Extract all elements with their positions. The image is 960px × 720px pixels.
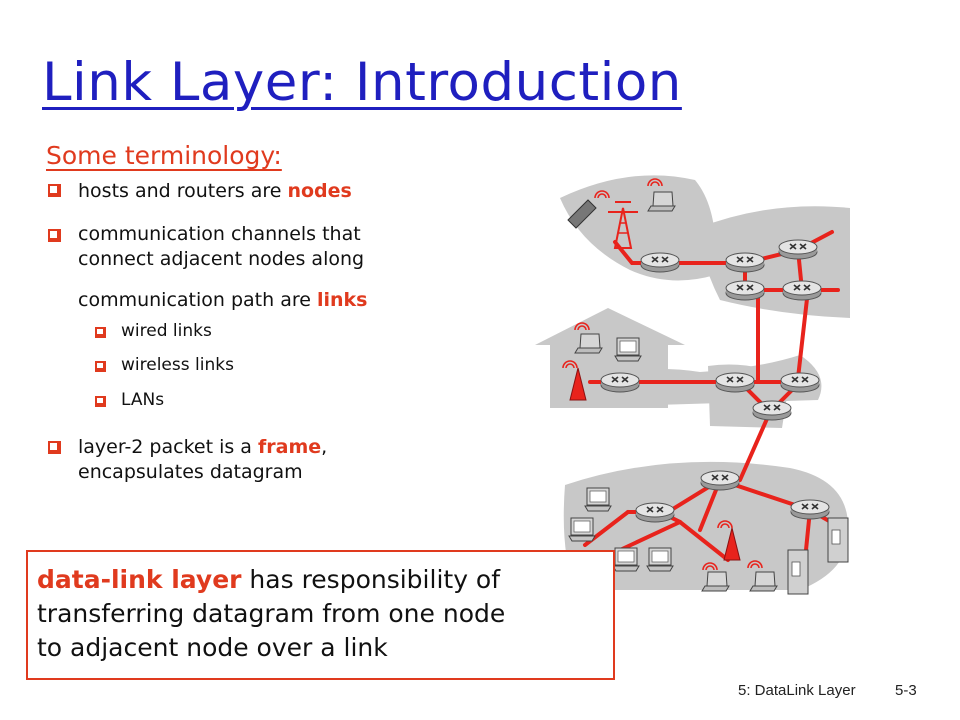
callout-line-3: to adjacent node over a link (37, 633, 388, 662)
term-frame: frame (258, 436, 322, 458)
slide-subtitle: Some terminology: (46, 141, 282, 170)
bullet-marker-icon (48, 229, 61, 242)
bullet-2-line-1: communication channels that (78, 223, 361, 245)
bullet-marker-icon (48, 184, 61, 197)
callout-line-1 (37, 563, 613, 597)
bullet-2-line-3-pre: communication path are (78, 289, 317, 311)
bullet-3-line-2: encapsulates datagram (78, 461, 303, 483)
slide-title: Link Layer: Introduction (42, 52, 682, 113)
bullet-1-pre: hosts and routers are (78, 180, 288, 202)
sub-bullet-3-text: LANs (121, 390, 165, 410)
footer-page-number: 5-3 (895, 682, 917, 699)
sub-bullet-marker-icon (95, 327, 106, 338)
bullet-1-text (78, 179, 352, 204)
home-network-icon (535, 308, 685, 408)
footer-chapter: 5: DataLink Layer (738, 682, 856, 699)
term-links: links (316, 289, 368, 311)
term-nodes: nodes (287, 180, 352, 202)
callout-line-2: transferring datagram from one node (37, 599, 506, 628)
sub-bullet-2-text: wireless links (121, 355, 234, 375)
sub-bullet-marker-icon (95, 396, 106, 407)
bullet-3-line-1 (78, 435, 327, 460)
bullet-marker-icon (48, 441, 61, 454)
network-diagram (520, 150, 860, 610)
sub-bullet-1-text: wired links (121, 321, 212, 341)
definition-callout (26, 550, 615, 680)
callout-line-1-rest: has responsibility of (241, 565, 501, 594)
bullet-2-line-2: connect adjacent nodes along (78, 248, 365, 270)
bullet-3-pre: layer-2 packet is a (78, 436, 258, 458)
bullet-2-line-3 (78, 288, 367, 313)
bullet-3-post: , (321, 436, 328, 458)
term-data-link-layer: data-link layer (37, 565, 242, 594)
sub-bullet-marker-icon (95, 361, 106, 372)
